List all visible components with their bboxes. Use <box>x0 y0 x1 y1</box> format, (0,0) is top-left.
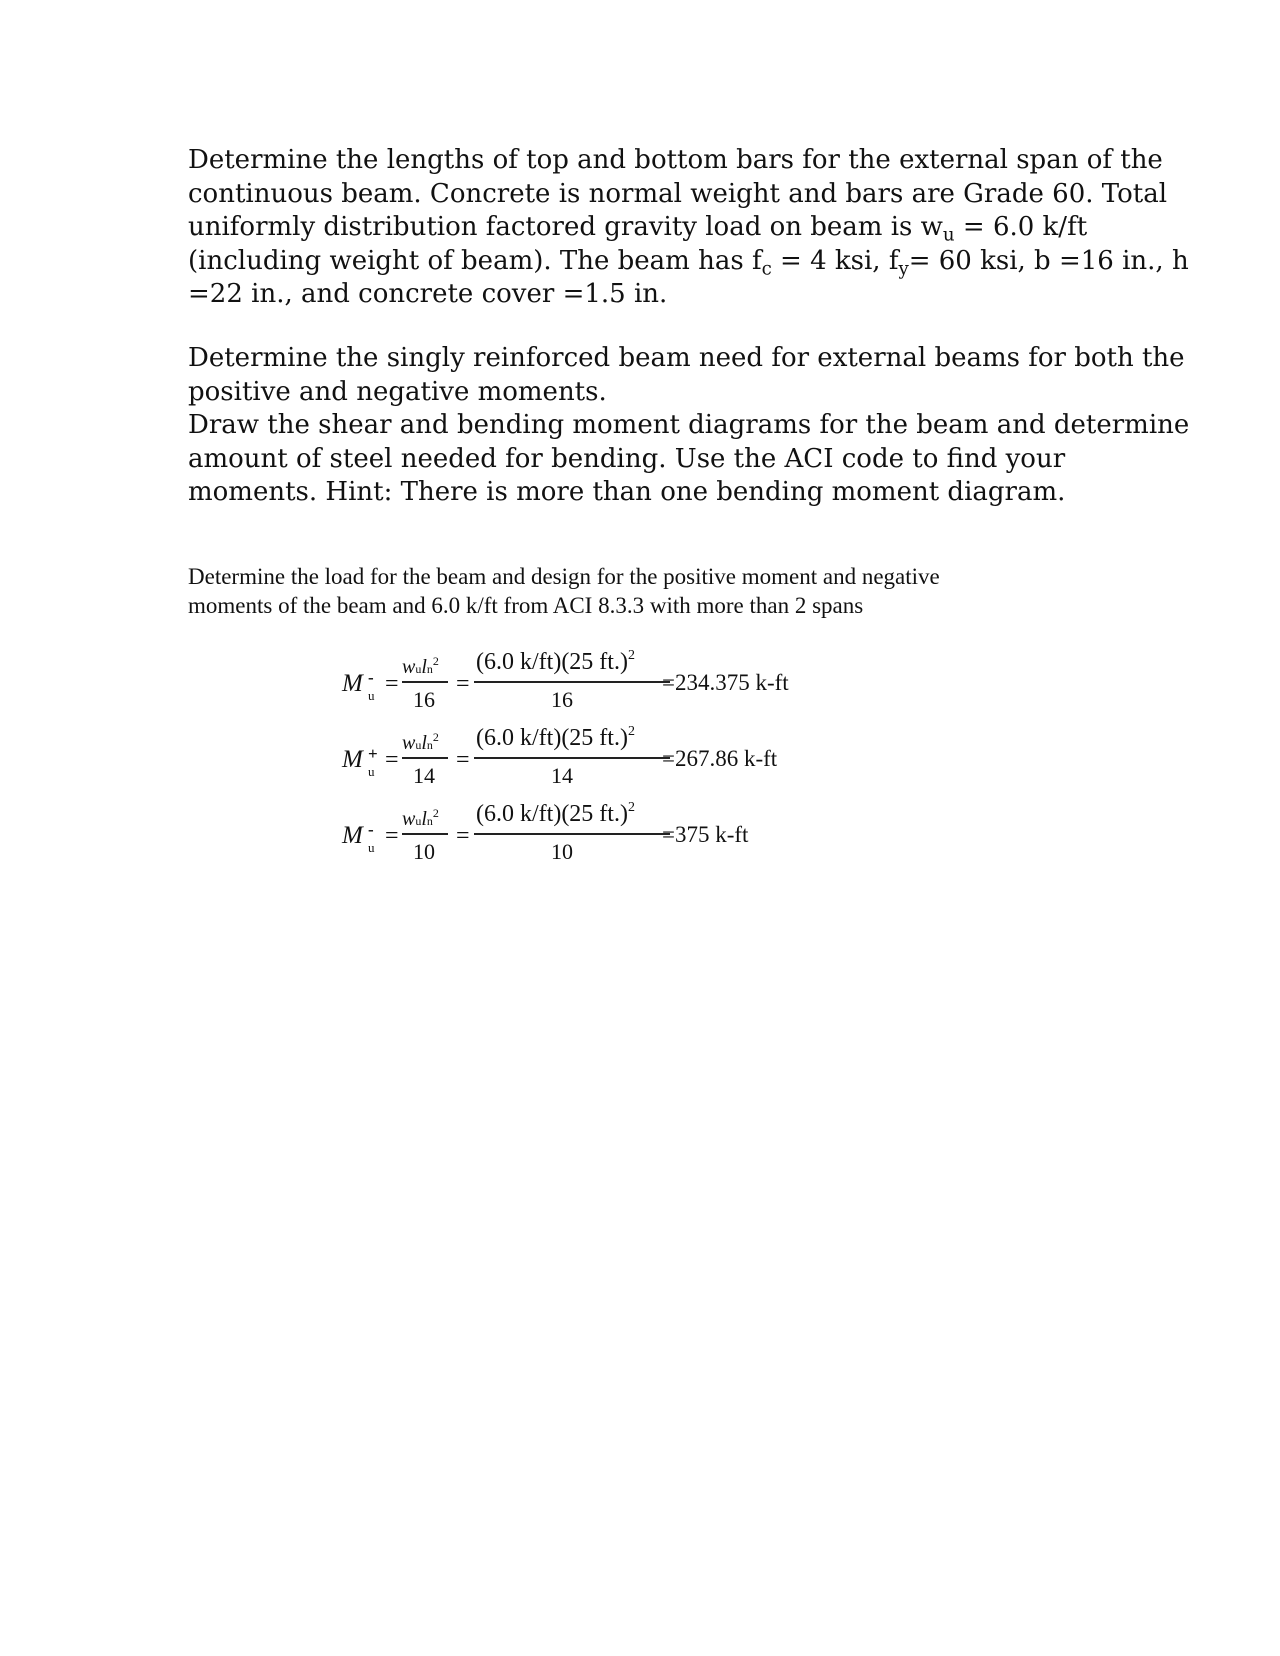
formula-numerator: wuln$^2$ <box>402 654 439 678</box>
task-line-4: amount of steel needed for bending. Use the ACI code to find your <box>188 443 1066 474</box>
moment-equation-positive <box>340 724 860 794</box>
formula-denominator: 14 <box>413 763 435 788</box>
note-statement <box>188 562 1088 620</box>
formula-denominator: 16 <box>413 687 435 712</box>
moment-symbol: M <box>342 670 363 697</box>
moment-subscript: u <box>368 840 375 855</box>
problem-line-4: (including weight of beam). The beam has $f_c = 4$ ksi, $f_y= 60$ ksi, b =16 in., h <box>188 245 1189 279</box>
substituted-numerator: (6.0 k/ft)(25 ft.)$^2$ <box>476 724 635 751</box>
substituted-denominator: 10 <box>551 839 573 864</box>
formula-numerator: wuln$^2$ <box>402 806 439 830</box>
moment-result: =375 k-ft <box>662 822 749 847</box>
formula-denominator: 10 <box>413 839 435 864</box>
moment-sign: - <box>368 668 374 687</box>
moment-subscript: u <box>368 764 375 779</box>
moment-sign: - <box>368 820 374 839</box>
equals-sign: = <box>456 671 470 697</box>
formula-numerator: wuln$^2$ <box>402 730 439 754</box>
problem-statement <box>188 144 1189 312</box>
moment-symbol: M <box>342 746 363 773</box>
task-statement <box>188 342 1190 510</box>
substituted-denominator: 16 <box>551 687 573 712</box>
moment-result: =267.86 k-ft <box>662 746 778 771</box>
task-line-1: Determine the singly reinforced beam need for external beams for both the <box>188 343 1185 373</box>
problem-line-5: =22 in., and concrete cover =1.5 in. <box>188 279 668 309</box>
note-line-1: Determine the load for the beam and design for the positive moment and negative <box>188 564 940 589</box>
moment-symbol: M <box>342 822 363 849</box>
fraction-bar <box>402 757 448 759</box>
task-line-2: positive and negative moments. <box>188 376 607 407</box>
problem-line-3: uniformly distribution factored gravity load on beam is $w_u = 6.0$ k/ft <box>188 212 1088 246</box>
moment-sign: + <box>368 744 378 763</box>
moment-result: =234.375 k-ft <box>662 670 789 695</box>
moment-equation-negative-1 <box>340 648 860 718</box>
problem-line-1: Determine the lengths of top and bottom bars for the external span of the <box>188 145 1163 175</box>
fraction-bar <box>402 833 448 835</box>
task-line-3: Draw the shear and bending moment diagrams for the beam and determine <box>188 410 1190 440</box>
moment-equation-negative-2 <box>340 800 860 870</box>
equals-sign: = <box>385 823 399 849</box>
equals-sign: = <box>385 747 399 773</box>
note-line-2: moments of the beam and 6.0 k/ft from ACI 8.3.3 with more than 2 spans <box>188 593 864 618</box>
equals-sign: = <box>456 823 470 849</box>
problem-line-2: continuous beam. Concrete is normal weight and bars are Grade 60. Total <box>188 178 1168 209</box>
fraction-bar <box>402 681 448 683</box>
equals-sign: = <box>456 747 470 773</box>
fraction-bar <box>474 681 670 683</box>
substituted-numerator: (6.0 k/ft)(25 ft.)$^2$ <box>476 800 635 827</box>
fraction-bar <box>474 833 670 835</box>
substituted-denominator: 14 <box>551 763 573 788</box>
task-line-5: moments. Hint: There is more than one bending moment diagram. <box>188 477 1066 507</box>
moment-subscript: u <box>368 688 375 703</box>
fraction-bar <box>474 757 670 759</box>
equals-sign: = <box>385 671 399 697</box>
substituted-numerator: (6.0 k/ft)(25 ft.)$^2$ <box>476 648 635 675</box>
